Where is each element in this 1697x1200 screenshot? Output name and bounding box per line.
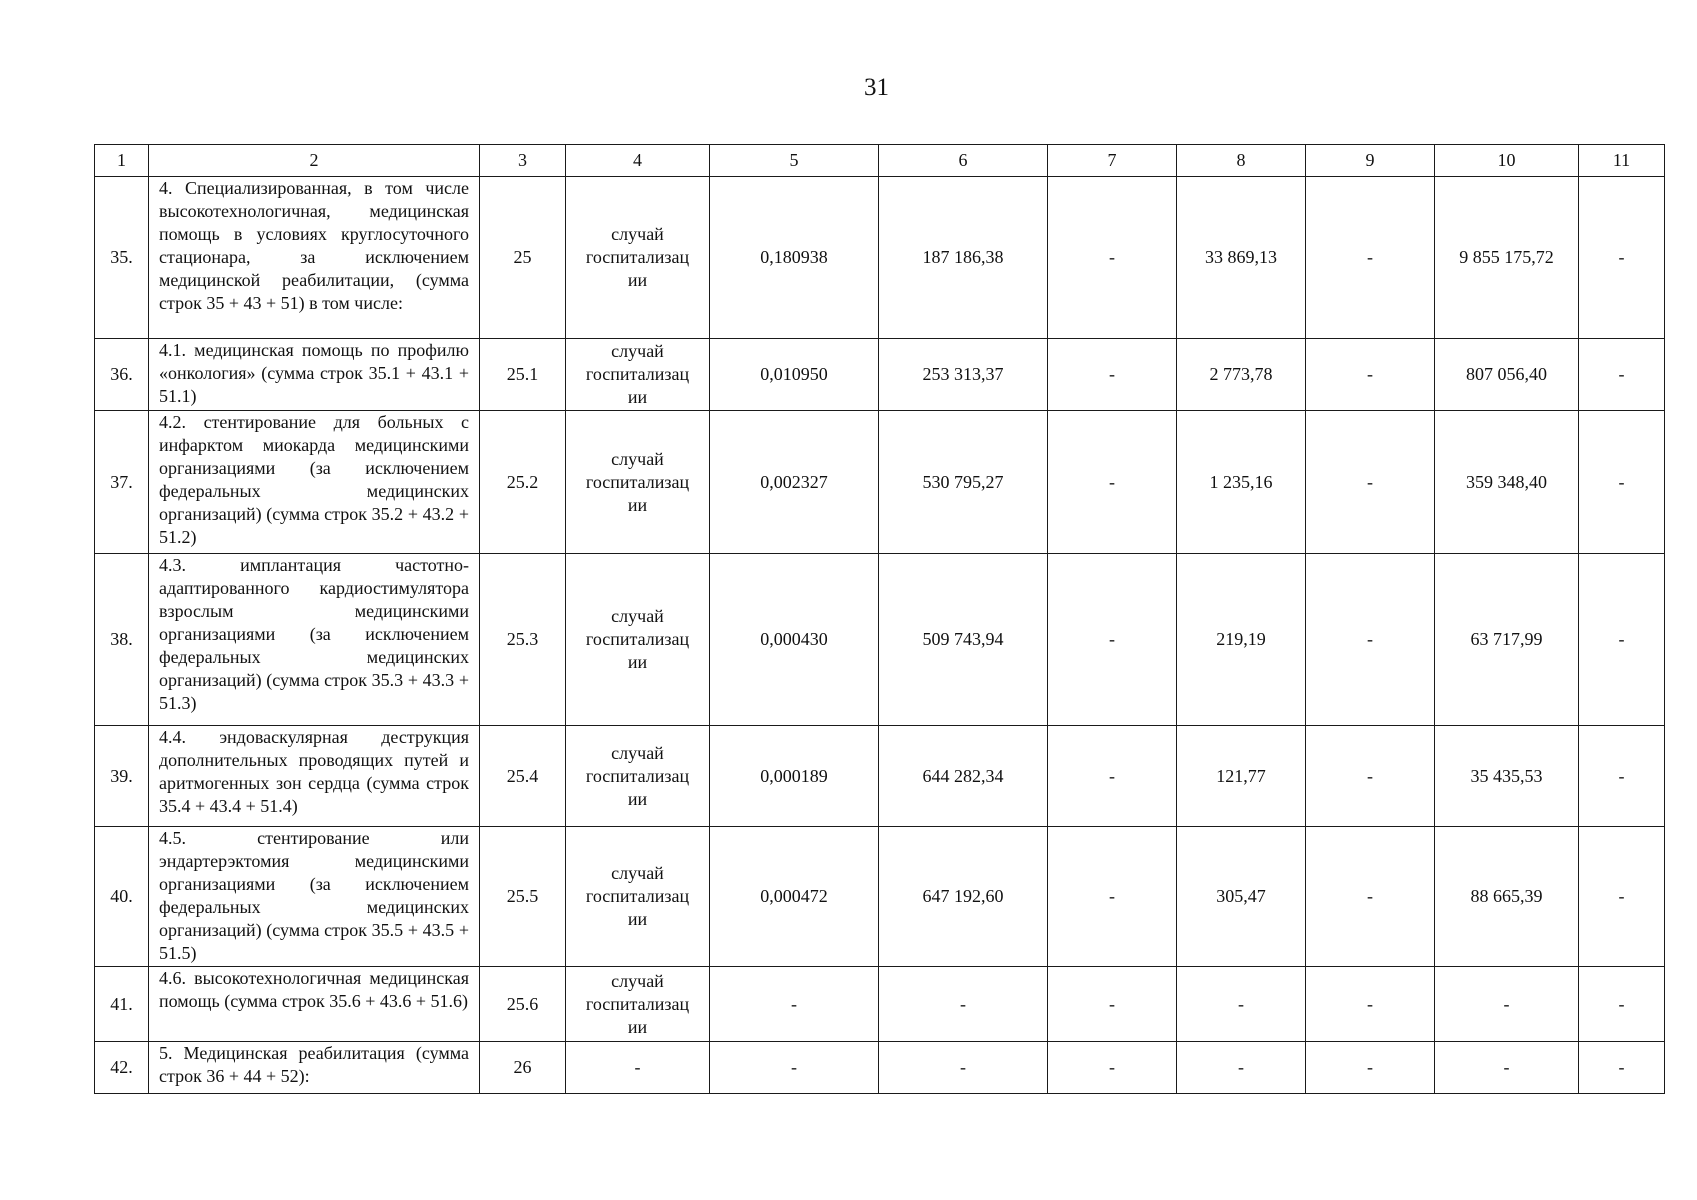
row-cell-9: - (1306, 726, 1435, 827)
row-cell-11: - (1579, 1042, 1665, 1094)
row-cell-9: - (1306, 827, 1435, 967)
row-cell-6: 187 186,38 (879, 177, 1048, 339)
row-cell-8: 305,47 (1177, 827, 1306, 967)
row-cell-9: - (1306, 339, 1435, 411)
row-unit: случай госпитализац ии (566, 411, 710, 554)
row-cell-9: - (1306, 177, 1435, 339)
table-row (95, 177, 1665, 339)
row-description: 4.3. имплантация частотно-адаптированного кардиостимулятора взрослым медицинскими организациями (за исключением федеральных медицинских организаций) (сумма строк 35.3 + 43.3 + 51.3) (149, 554, 480, 726)
row-description: 4.4. эндоваскулярная деструкция дополнительных проводящих путей и аритмогенных зон сердца (сумма строк 35.4 + 43.4 + 51.4) (149, 726, 480, 827)
row-unit: случай госпитализац ии (566, 967, 710, 1042)
column-header: 3 (480, 145, 566, 177)
row-description: 4.6. высокотехнологичная медицинская помощь (сумма строк 35.6 + 43.6 + 51.6) (149, 967, 480, 1042)
row-cell-7: - (1048, 827, 1177, 967)
row-cell-7: - (1048, 339, 1177, 411)
table-row (95, 339, 1665, 411)
column-header: 1 (95, 145, 149, 177)
column-header: 10 (1435, 145, 1579, 177)
row-cell-10: 88 665,39 (1435, 827, 1579, 967)
row-code: 25.6 (480, 967, 566, 1042)
row-cell-10: 359 348,40 (1435, 411, 1579, 554)
row-cell-6: 644 282,34 (879, 726, 1048, 827)
row-unit: случай госпитализац ии (566, 177, 710, 339)
column-header: 2 (149, 145, 480, 177)
row-cell-5: 0,002327 (710, 411, 879, 554)
row-description: 4.2. стентирование для больных с инфарктом миокарда медицинскими организациями (за исключением федеральных медицинских организаций) (сумма строк 35.2 + 43.2 + 51.2) (149, 411, 480, 554)
column-header: 6 (879, 145, 1048, 177)
row-code: 25.3 (480, 554, 566, 726)
row-cell-7: - (1048, 1042, 1177, 1094)
row-cell-8: 121,77 (1177, 726, 1306, 827)
row-cell-5: 0,010950 (710, 339, 879, 411)
row-number: 40. (95, 827, 149, 967)
row-cell-9: - (1306, 1042, 1435, 1094)
row-cell-8: 33 869,13 (1177, 177, 1306, 339)
row-cell-7: - (1048, 726, 1177, 827)
row-cell-7: - (1048, 411, 1177, 554)
column-header: 4 (566, 145, 710, 177)
row-description: 4.1. медицинская помощь по профилю «онкология» (сумма строк 35.1 + 43.1 + 51.1) (149, 339, 480, 411)
row-number: 39. (95, 726, 149, 827)
row-cell-5: 0,000430 (710, 554, 879, 726)
row-cell-10: - (1435, 1042, 1579, 1094)
row-cell-11: - (1579, 726, 1665, 827)
row-cell-5: - (710, 967, 879, 1042)
table-row (95, 411, 1665, 554)
row-cell-6: 530 795,27 (879, 411, 1048, 554)
row-cell-7: - (1048, 554, 1177, 726)
row-cell-5: - (710, 1042, 879, 1094)
row-cell-6: 509 743,94 (879, 554, 1048, 726)
table-body (95, 145, 1665, 1094)
row-cell-9: - (1306, 967, 1435, 1042)
row-code: 26 (480, 1042, 566, 1094)
row-cell-5: 0,000472 (710, 827, 879, 967)
row-unit: случай госпитализац ии (566, 827, 710, 967)
column-header: 7 (1048, 145, 1177, 177)
row-cell-8: - (1177, 967, 1306, 1042)
table-row (95, 554, 1665, 726)
row-description: 4. Специализированная, в том числе высокотехнологичная, медицинская помощь в условиях круглосуточного стационара, за исключением медицинской реабилитации, (сумма строк 35 + 43 + 51) в том числе: (149, 177, 480, 339)
row-code: 25.4 (480, 726, 566, 827)
data-table (94, 144, 1665, 1094)
table-row (95, 967, 1665, 1042)
row-cell-8: - (1177, 1042, 1306, 1094)
row-cell-11: - (1579, 967, 1665, 1042)
row-cell-8: 219,19 (1177, 554, 1306, 726)
row-cell-11: - (1579, 827, 1665, 967)
row-cell-5: 0,000189 (710, 726, 879, 827)
table-row (95, 726, 1665, 827)
row-number: 35. (95, 177, 149, 339)
column-header: 8 (1177, 145, 1306, 177)
row-code: 25.1 (480, 339, 566, 411)
table-header-row (95, 145, 1665, 177)
row-code: 25.2 (480, 411, 566, 554)
row-cell-11: - (1579, 339, 1665, 411)
row-cell-7: - (1048, 967, 1177, 1042)
row-unit: случай госпитализац ии (566, 726, 710, 827)
row-cell-11: - (1579, 411, 1665, 554)
row-cell-5: 0,180938 (710, 177, 879, 339)
row-description: 5. Медицинская реабилитация (сумма строк 36 + 44 + 52): (149, 1042, 480, 1094)
row-cell-11: - (1579, 554, 1665, 726)
row-cell-6: - (879, 967, 1048, 1042)
row-cell-10: 807 056,40 (1435, 339, 1579, 411)
row-number: 36. (95, 339, 149, 411)
row-cell-8: 2 773,78 (1177, 339, 1306, 411)
row-cell-10: 35 435,53 (1435, 726, 1579, 827)
row-number: 42. (95, 1042, 149, 1094)
row-cell-7: - (1048, 177, 1177, 339)
row-number: 37. (95, 411, 149, 554)
row-cell-6: - (879, 1042, 1048, 1094)
row-unit: случай госпитализац ии (566, 339, 710, 411)
row-number: 38. (95, 554, 149, 726)
row-number: 41. (95, 967, 149, 1042)
row-cell-8: 1 235,16 (1177, 411, 1306, 554)
row-unit: случай госпитализац ии (566, 554, 710, 726)
row-cell-9: - (1306, 554, 1435, 726)
table-row (95, 827, 1665, 967)
row-unit: - (566, 1042, 710, 1094)
row-code: 25 (480, 177, 566, 339)
row-cell-6: 647 192,60 (879, 827, 1048, 967)
table-row (95, 1042, 1665, 1094)
row-cell-6: 253 313,37 (879, 339, 1048, 411)
row-cell-9: - (1306, 411, 1435, 554)
row-cell-11: - (1579, 177, 1665, 339)
row-description: 4.5. стентирование или эндартерэктомия медицинскими организациями (за исключением федеральных медицинских организаций) (сумма строк 35.5 + 43.5 + 51.5) (149, 827, 480, 967)
row-cell-10: 9 855 175,72 (1435, 177, 1579, 339)
row-cell-10: 63 717,99 (1435, 554, 1579, 726)
page-number: 31 (864, 74, 889, 101)
column-header: 5 (710, 145, 879, 177)
column-header: 11 (1579, 145, 1665, 177)
column-header: 9 (1306, 145, 1435, 177)
row-code: 25.5 (480, 827, 566, 967)
row-cell-10: - (1435, 967, 1579, 1042)
